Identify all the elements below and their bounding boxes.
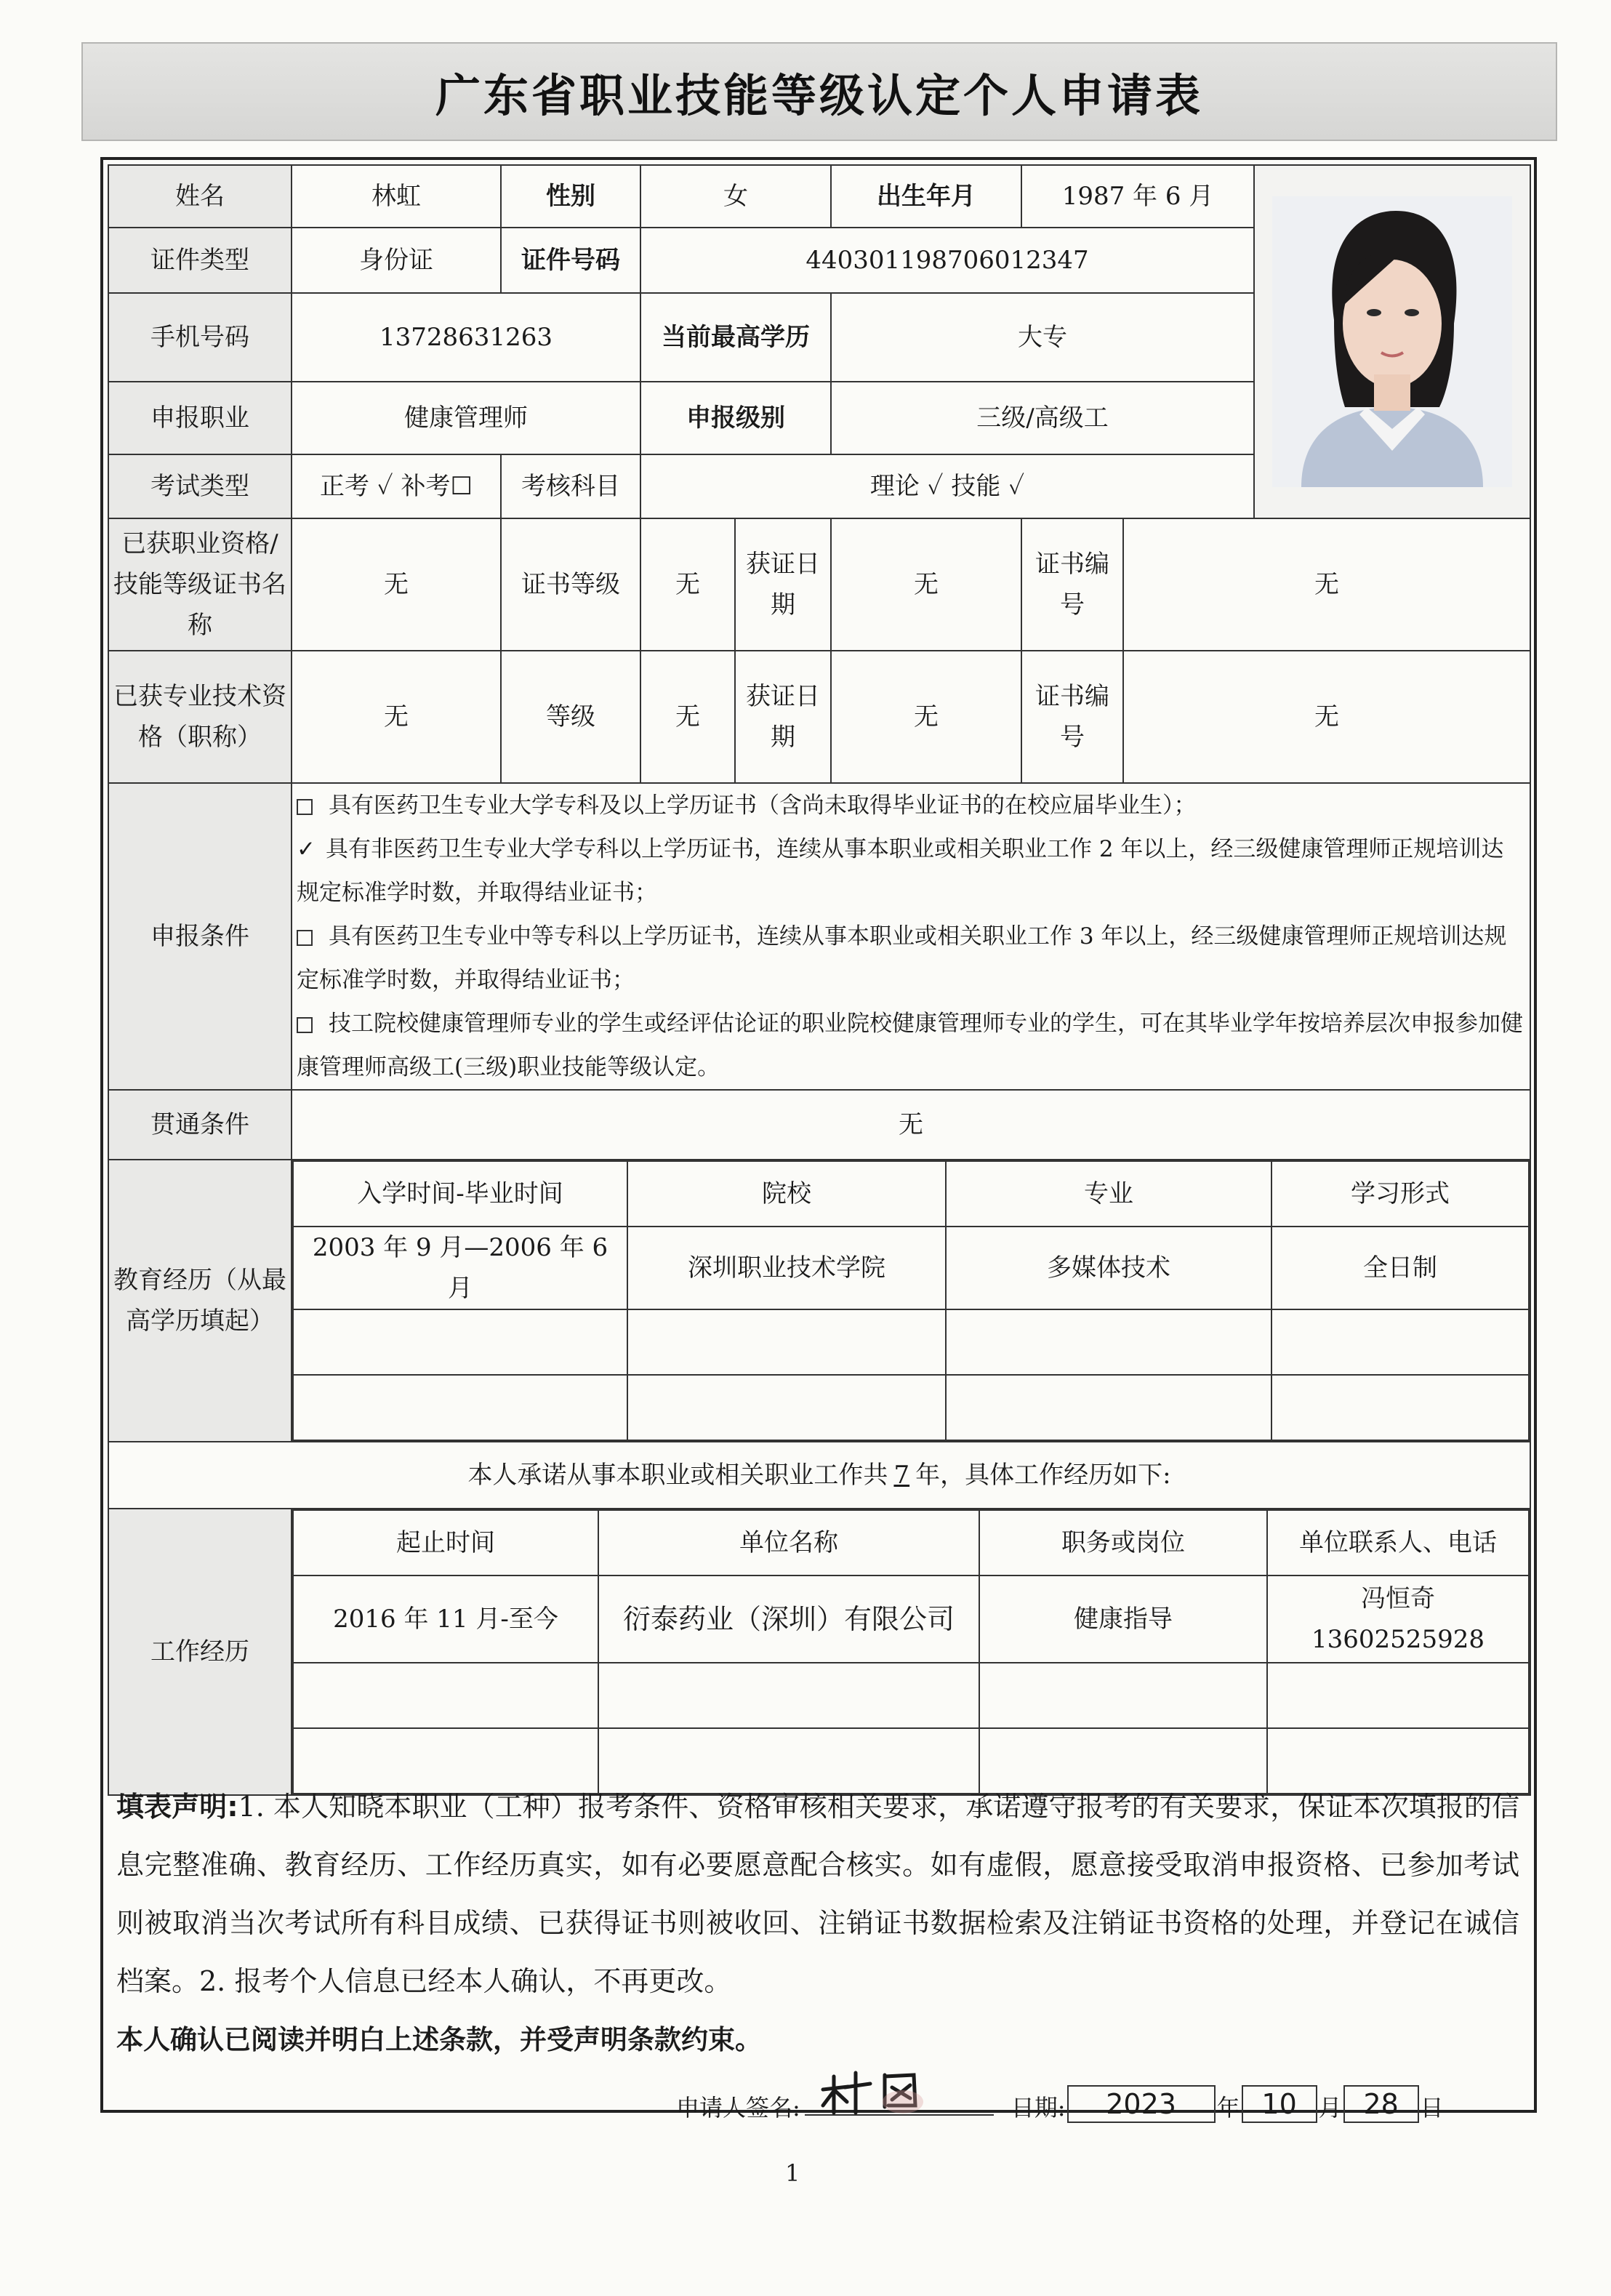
day-unit: 日 (1420, 2094, 1444, 2122)
level-value: 三级/高级工 (831, 382, 1254, 454)
education-label: 教育经历（从最高学历填起） (108, 1160, 292, 1442)
birth-label: 出生年月 (831, 165, 1021, 228)
edu-label: 当前最高学历 (640, 293, 831, 382)
signature-field[interactable] (805, 2113, 994, 2116)
month-unit: 月 (1318, 2094, 1342, 2122)
checkbox-icon[interactable] (297, 930, 313, 946)
qual-grade-label: 证书等级 (501, 518, 640, 651)
table-row (293, 1663, 1529, 1728)
name-label: 姓名 (108, 165, 292, 228)
signature-row (676, 2065, 1444, 2123)
id-no-label: 证件号码 (501, 228, 640, 293)
condition-item-1: 具有医药卫生专业大学专科及以上学历证书（含尚未取得毕业证书的在校应届毕业生）； (297, 784, 1525, 827)
through-label: 贯通条件 (108, 1090, 292, 1160)
work-position: 健康指导 (979, 1576, 1267, 1663)
phone-value: 13728631263 (292, 293, 640, 382)
edu-period: 2003 年 9 月—2006 年 6 月 (293, 1227, 627, 1309)
prof-title-label: 已获专业技术资格（职称） (108, 651, 292, 783)
edu-header-school: 院校 (627, 1161, 946, 1227)
prof-grade-value: 无 (640, 651, 735, 783)
work-header-period: 起止时间 (293, 1510, 598, 1576)
qual-date-value: 无 (831, 518, 1021, 651)
gender-value: 女 (640, 165, 831, 228)
prof-date-value: 无 (831, 651, 1021, 783)
birth-value: 1987 年 6 月 (1021, 165, 1254, 228)
edu-value: 大专 (831, 293, 1254, 382)
commitment-suffix: 年，具体工作经历如下: (915, 1461, 1171, 1490)
education-table (292, 1160, 1530, 1441)
table-row (293, 1309, 1529, 1375)
gender-label: 性别 (501, 165, 640, 228)
phone-label: 手机号码 (108, 293, 292, 382)
qual-no-value: 无 (1123, 518, 1530, 651)
subject-value: 理论 ✓ 技能 ✓ (640, 454, 1254, 518)
work-employer: 衍泰药业（深圳）有限公司 (598, 1576, 979, 1663)
work-position (979, 1663, 1267, 1728)
year-digits[interactable]: 2023 (1067, 2085, 1216, 2123)
id-type-value: 身份证 (292, 228, 501, 293)
work-header-contact: 单位联系人、电话 (1267, 1510, 1529, 1576)
date-label: 日期: (1011, 2094, 1066, 2122)
edu-major (946, 1309, 1271, 1375)
edu-major: 多媒体技术 (946, 1227, 1271, 1309)
edu-school (627, 1375, 946, 1440)
work-table (292, 1509, 1530, 1794)
name-value: 林虹 (292, 165, 501, 228)
edu-school: 深圳职业技术学院 (627, 1227, 946, 1309)
work-header-position: 职务或岗位 (979, 1510, 1267, 1576)
handwritten-signature (819, 2062, 965, 2120)
declaration (116, 1778, 1519, 2010)
work-contact: 冯恒奇 13602525928 (1267, 1576, 1529, 1663)
commitment-prefix: 本人承诺从事本职业或相关职业工作共 (467, 1461, 888, 1490)
work-period: 2016 年 11 月-至今 (293, 1576, 598, 1663)
edu-header-mode: 学习形式 (1271, 1161, 1529, 1227)
prof-title-name: 无 (292, 651, 501, 783)
year-unit: 年 (1216, 2094, 1240, 2122)
checkbox-icon[interactable] (297, 1017, 313, 1033)
qual-cert-label: 已获职业资格/技能等级证书名称 (108, 518, 292, 651)
edu-header-major: 专业 (946, 1161, 1271, 1227)
edu-mode (1271, 1309, 1529, 1375)
id-type-label: 证件类型 (108, 228, 292, 293)
checkmark-icon[interactable]: ✓ (297, 836, 316, 862)
condition-item-2: ✓ 具有非医药卫生专业大学专科以上学历证书，连续从事本职业或相关职业工作 2 年以上，经三级健康管理师正规培训达规定标准学时数，并取得结业证书； (297, 827, 1525, 915)
id-no-value: 440301198706012347 (640, 228, 1254, 293)
qual-no-label: 证书编号 (1021, 518, 1123, 651)
qual-cert-name: 无 (292, 518, 501, 651)
declaration-heading: 填表声明: (116, 1791, 238, 1823)
prof-no-label: 证书编号 (1021, 651, 1123, 783)
work-commitment (108, 1442, 1530, 1509)
condition-item-4: 技工院校健康管理师专业的学生或经评估论证的职业院校健康管理师专业的学生，可在其毕业学年按培养层次申报参加健康管理师高级工(三级)职业技能等级认定。 (297, 1011, 1523, 1080)
form-title: 广东省职业技能等级认定个人申请表 (435, 68, 1203, 122)
applicant-photo (1254, 165, 1530, 518)
checkbox-icon[interactable] (297, 799, 313, 815)
work-employer (598, 1663, 979, 1728)
work-table-cell (292, 1509, 1530, 1795)
declaration-text: 1. 本人知晓本职业（工种）报考条件、资格审核相关要求，承诺遵守报考的有关要求，保证本次填报的信息完整准确、教育经历、工作经历真实，如有必要愿意配合核实。如有虚假，愿意接受取消申报资格、已参加考试则被取消当次考试所有科目成绩、已获得证书则被收回、注销证书数据检索及注销证书资格的处理，并登记在诚信档案。2. 报考个人信息已经本人确认，不再更改。 (116, 1791, 1519, 1997)
commitment-years: 7 (893, 1461, 910, 1490)
portrait-image (1272, 196, 1512, 487)
level-label: 申报级别 (640, 382, 831, 454)
exam-type-value: 正考 ✓ 补考☐ (292, 454, 501, 518)
through-value: 无 (292, 1090, 1530, 1160)
table-row (293, 1576, 1529, 1663)
signature-label: 申请人签名: (676, 2094, 800, 2122)
table-row (293, 1227, 1529, 1309)
declaration-confirm: 本人确认已阅读并明白上述条款，并受声明条款约束。 (116, 2024, 762, 2055)
edu-mode (1271, 1375, 1529, 1440)
edu-period (293, 1375, 627, 1440)
conditions-label: 申报条件 (108, 783, 292, 1090)
occupation-value: 健康管理师 (292, 382, 640, 454)
work-label: 工作经历 (108, 1509, 292, 1795)
work-contact (1267, 1663, 1529, 1728)
day-digits[interactable]: 28 (1343, 2085, 1419, 2123)
occupation-label: 申报职业 (108, 382, 292, 454)
application-table (108, 164, 1531, 1796)
page-number: 1 (785, 2159, 800, 2187)
qual-grade-value: 无 (640, 518, 735, 651)
form-title-bar (81, 42, 1557, 141)
edu-major (946, 1375, 1271, 1440)
edu-school (627, 1309, 946, 1375)
table-row (293, 1375, 1529, 1440)
work-header-employer: 单位名称 (598, 1510, 979, 1576)
conditions-list (292, 783, 1530, 1090)
condition-item-3: 具有医药卫生专业中等专科以上学历证书，连续从事本职业或相关职业工作 3 年以上，经三级健康管理师正规培训达规定标准学时数，并取得结业证书； (297, 923, 1507, 993)
education-table-cell (292, 1160, 1530, 1442)
prof-grade-label: 等级 (501, 651, 640, 783)
work-period (293, 1663, 598, 1728)
prof-no-value: 无 (1123, 651, 1530, 783)
month-digits[interactable]: 10 (1242, 2085, 1317, 2123)
subject-label: 考核科目 (501, 454, 640, 518)
edu-mode: 全日制 (1271, 1227, 1529, 1309)
qual-date-label: 获证日期 (735, 518, 831, 651)
edu-period (293, 1309, 627, 1375)
exam-type-label: 考试类型 (108, 454, 292, 518)
edu-header-period: 入学时间-毕业时间 (293, 1161, 627, 1227)
prof-date-label: 获证日期 (735, 651, 831, 783)
